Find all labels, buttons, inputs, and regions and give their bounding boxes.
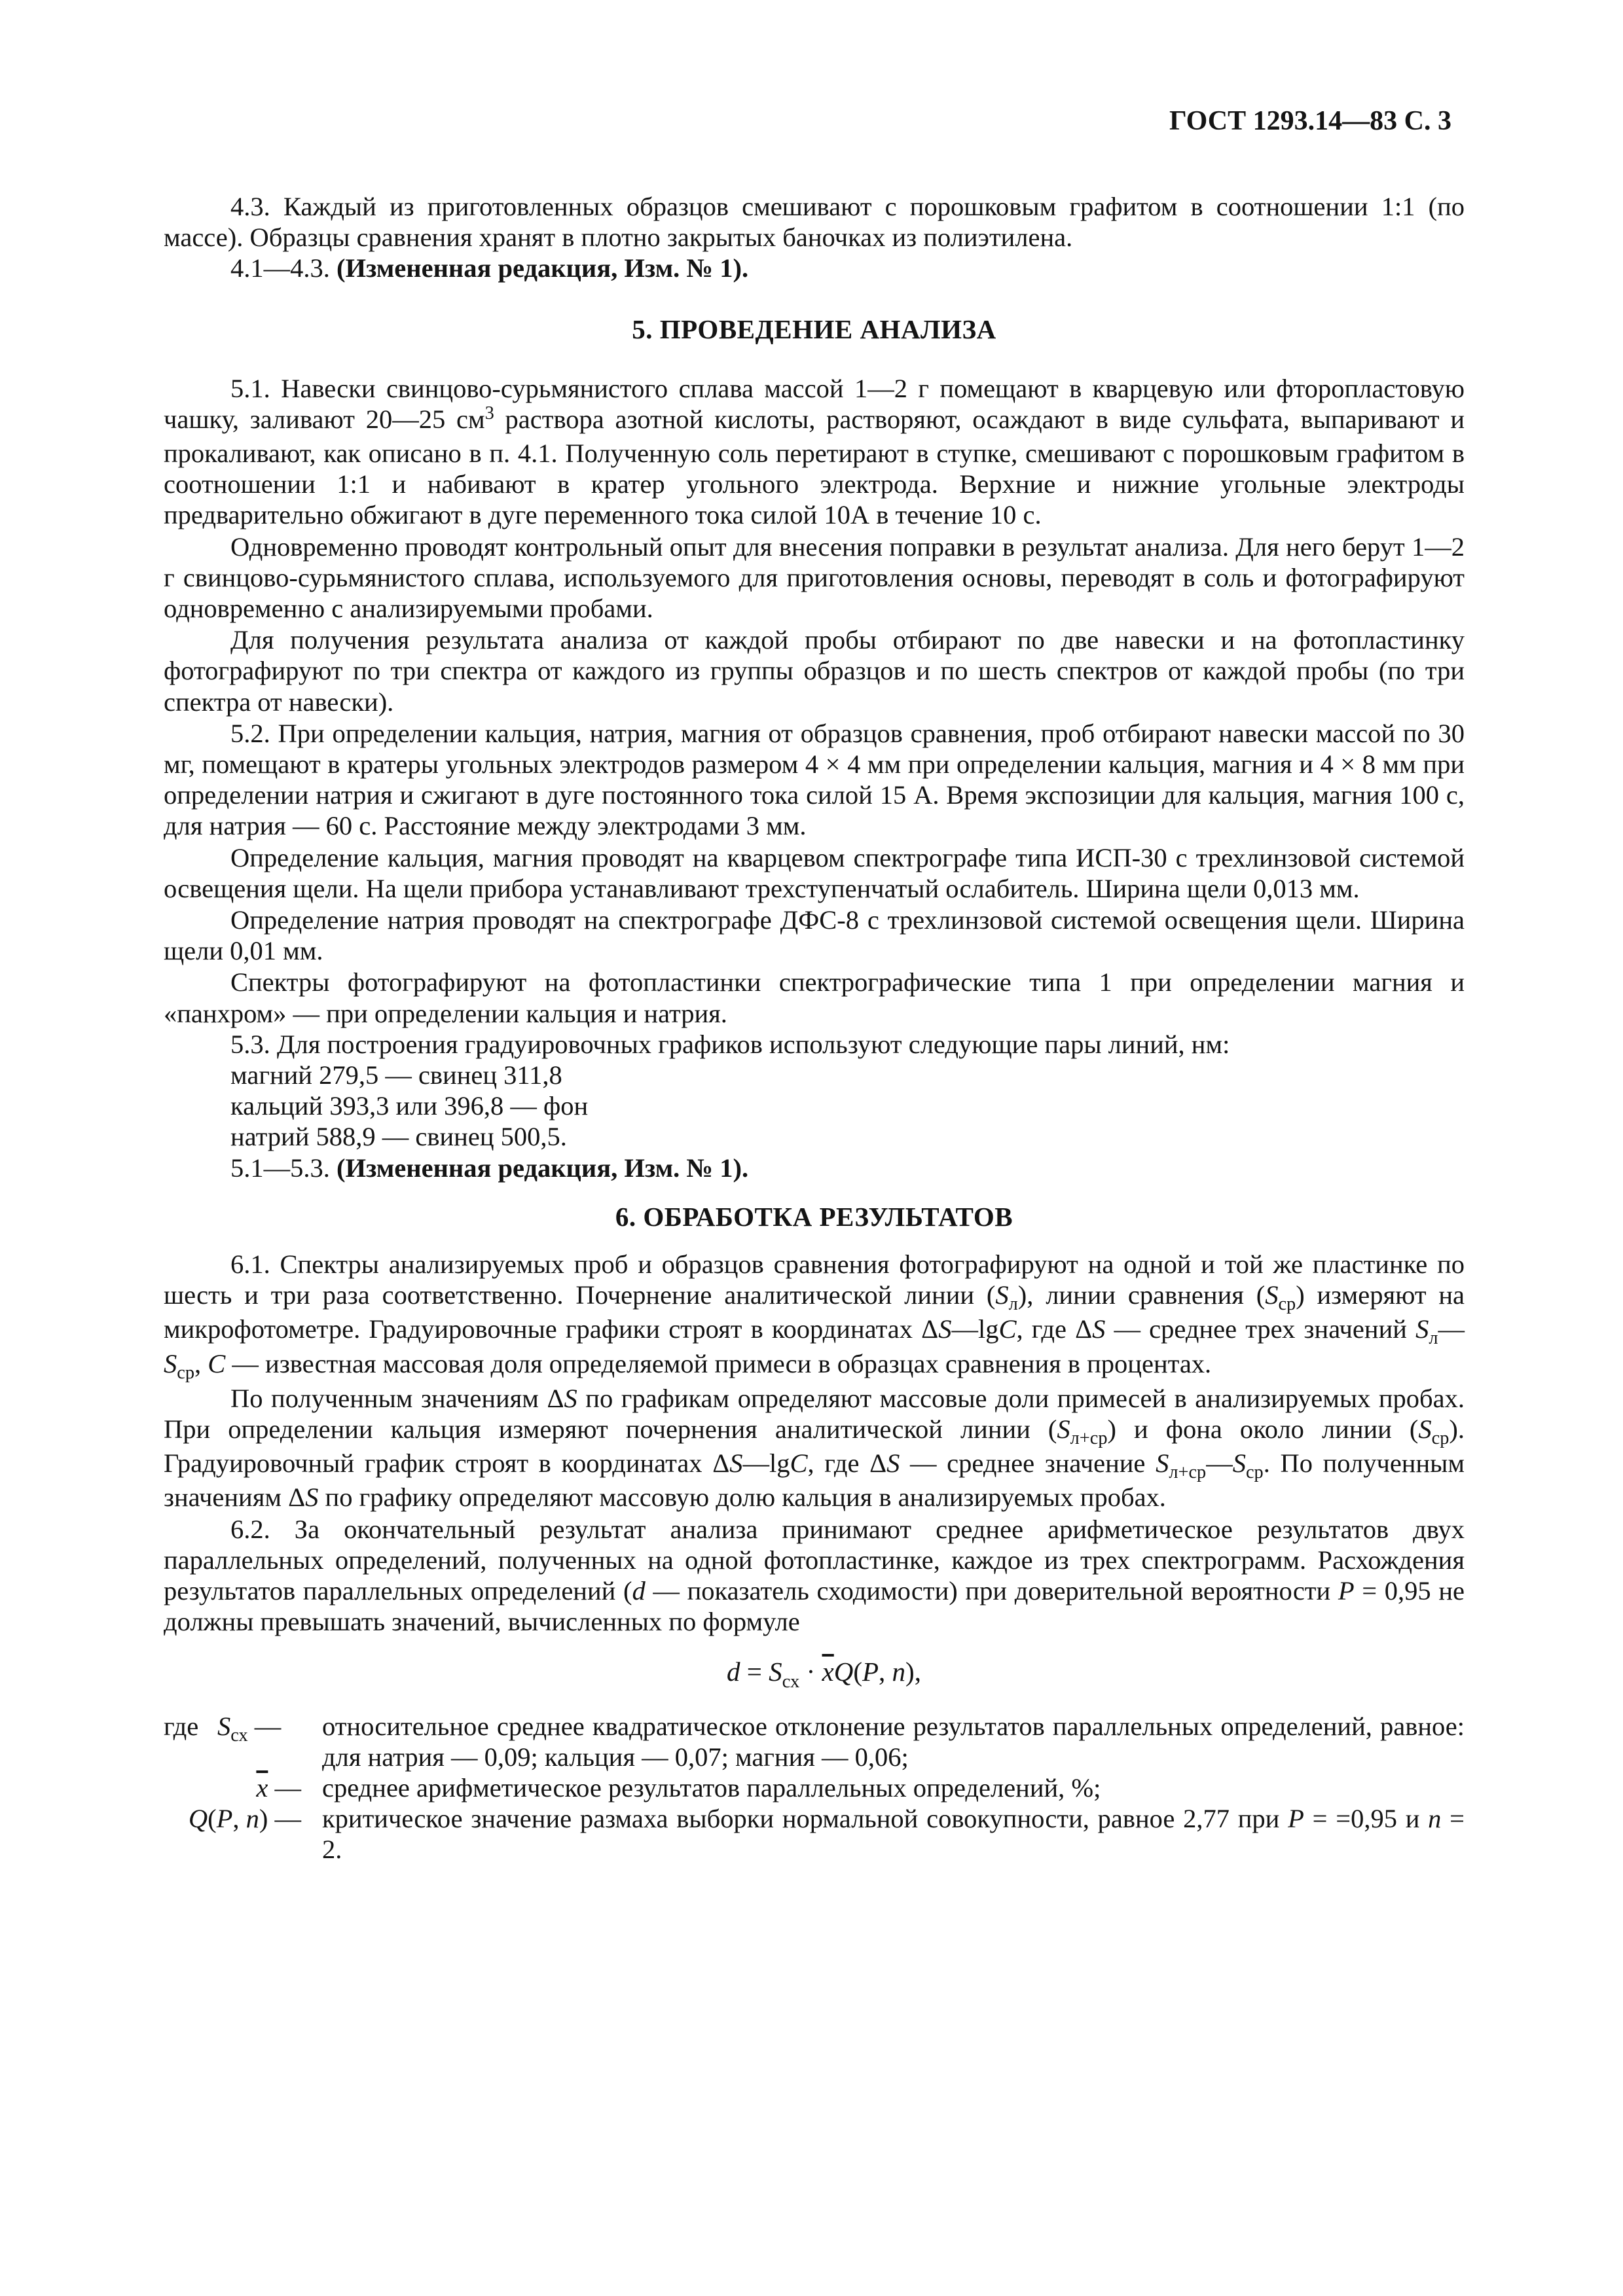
line-pair-calcium: кальций 393,3 или 396,8 — фон <box>230 1091 589 1121</box>
subscript-l: л <box>1429 1328 1438 1349</box>
page-header: ГОСТ 1293.14—83 С. 3 <box>1169 106 1451 136</box>
symbol-s: S <box>1232 1448 1246 1479</box>
def-q-text-a: критическое значение размаха выборки нормальной совокупности, равное 2,77 при <box>322 1804 1288 1834</box>
definition-term-x-bar <box>164 1772 301 1803</box>
term-q: Q <box>188 1804 208 1834</box>
symbol-s: S <box>1418 1414 1432 1444</box>
definition-text-q <box>301 1803 1465 1865</box>
symbol-s: S <box>1415 1314 1429 1344</box>
term-dash: — <box>268 1772 301 1803</box>
symbol-p: P <box>1338 1575 1355 1605</box>
def-q-n: n <box>1428 1804 1442 1834</box>
pg-text-e: —lg <box>742 1448 790 1479</box>
symbol-s: S <box>729 1448 743 1479</box>
p61-text-g: , <box>194 1348 208 1378</box>
section-5-title: 5. ПРОВЕДЕНИЕ АНАЛИЗА <box>632 314 996 344</box>
subscript-lsr: л+ср <box>1169 1462 1207 1483</box>
formula-paren-close: ), <box>905 1657 921 1687</box>
pg-text-b: по графикам определяют массовые доли примесей в анализируемых пробах. При определении кальция измеряют почернения аналитической линии ( <box>164 1383 1465 1444</box>
formula-n: n <box>892 1657 906 1687</box>
symbol-s: S <box>305 1482 319 1513</box>
superscript-3: 3 <box>484 403 494 423</box>
paragraph-ca-mg: Определение кальция, магния проводят на кварцевом спектрографе типа ИСП-30 с трехлинзовой системой освещения щели. На щели прибора устанавливают трехступенчатый ослабитель. Ширина щели 0,013 мм. <box>164 842 1465 903</box>
term-paren-close: ) — <box>259 1804 301 1834</box>
amendment-note-5-range: 5.1—5.3. <box>230 1153 337 1183</box>
paragraph-spectra: Спектры фотографируют на фотопластинки спектрографические типа 1 при определении магния и «панхром» — при определении кальция и натрия. <box>164 967 1465 1028</box>
amendment-note-4-bold: (Измененная редакция, Изм. № 1). <box>337 253 749 283</box>
pg-text-i: по графику определяют массовую долю кальция в анализируемых пробах. <box>318 1482 1166 1513</box>
p62-text-a: 6.2. За окончательный результат анализа принимают среднее арифметическое результатов двух параллельных определений, полученных на одной фотопластинке, каждое из трех спектрограмм. Расхождения результатов параллельных определений ( <box>164 1514 1465 1605</box>
term-subscript-sx: сх <box>230 1725 248 1746</box>
symbol-d: d <box>632 1575 646 1605</box>
subscript-sr: ср <box>1278 1294 1296 1315</box>
symbol-s: S <box>1156 1448 1169 1479</box>
line-pairs-list <box>164 1060 1465 1153</box>
pg-text-a: По полученным значениям Δ <box>230 1383 564 1413</box>
formula-s: S <box>769 1657 782 1687</box>
paragraph-analysis-result: Для получения результата анализа от каждой пробы отбирают по две навески и на фотопластинку фотографируют по три спектра от каждого из группы образцов и по шесть спектров от каждой пробы (по три спектра от навески). <box>164 625 1465 717</box>
term-x-bar: $\overline{x}$ <box>256 1772 268 1803</box>
symbol-s: S <box>164 1348 177 1378</box>
pg-text-d: ). Градуировочный график строят в координатах Δ <box>164 1414 1465 1479</box>
pg-text-f: , где Δ <box>807 1448 887 1479</box>
pg-text-c: ) и фона около линии ( <box>1107 1414 1419 1444</box>
paragraph-control-test: Одновременно проводят контрольный опыт для внесения поправки в результат анализа. Для него берут 1—2 г свинцово-сурьмянистого сплава, используемого для приготовления основы, переводят в соль и фотографируют одновременно с анализируемыми пробами. <box>164 531 1465 624</box>
def-q-text-c: = 2. <box>322 1804 1465 1865</box>
pg-text-h: . По полученным значениям Δ <box>164 1448 1465 1513</box>
subscript-l: л <box>1008 1294 1018 1315</box>
formula-dot: · <box>799 1657 822 1687</box>
paragraph-calibration <box>164 1383 1465 1513</box>
symbol-c: C <box>790 1448 808 1479</box>
formula-x-bar: $\overline{x}$ <box>822 1657 834 1687</box>
amendment-note-4-range: 4.1—4.3. <box>230 253 337 283</box>
p61-text-a: 6.1. Спектры анализируемых проб и образцов сравнения фотографируют на одной и той же пластинке по шесть и три раза соответственно. Почернение аналитической линии ( <box>164 1249 1465 1310</box>
symbol-s: S <box>995 1280 1009 1310</box>
p61-text-e: , где Δ <box>1016 1314 1093 1344</box>
paragraph-6-1 <box>164 1249 1465 1382</box>
symbol-c: C <box>998 1314 1017 1344</box>
paragraph-6-2 <box>164 1514 1465 1638</box>
pg-text-g: — среднее значение <box>900 1448 1156 1479</box>
paragraph-5-1-text-a: 5.1. Навески свинцово-сурьмянистого сплава массой 1—2 г помещают в кварцевую или фторопластовую чашку, заливают 20—25 см <box>164 373 1465 434</box>
line-pair-magnesium: магний 279,5 — свинец 311,8 <box>230 1060 562 1090</box>
subscript-sr: ср <box>1245 1462 1264 1483</box>
where-label: где <box>164 1711 199 1741</box>
symbol-s: S <box>564 1383 577 1413</box>
subscript-lsr: л+ср <box>1070 1427 1108 1448</box>
formula-d: d <box>727 1657 740 1687</box>
paragraph-5-2: 5.2. При определении кальция, натрия, магния от образцов сравнения, проб отбирают навески массой по 30 мг, помещают в кратеры угольных электродов размером 4 × 4 мм при определении кальция, магния и 4 × 8 мм при определении натрия и сжигают в дуге постоянного тока силой 15 А. Время экспозиции для кальция, магния 100 с, для натрия — 60 с. Расстояние между электродами 3 мм. <box>164 718 1465 841</box>
subscript-sr: ср <box>1431 1427 1450 1448</box>
paragraph-4-3-text: 4.3. Каждый из приготовленных образцов смешивают с порошковым графитом в соотношении 1:1 (по массе). Образцы сравнения хранят в плотно закрытых баночках из полиэтилена. <box>164 192 1465 253</box>
paragraph-5-1-text-b: раствора азотной кислоты, растворяют, осаждают в виде сульфата, выпаривают и прокаливают, как описано в п. 4.1. Полученную соль перетирают в ступке, смешивают с порошковым графитом в соотношении 1:1 и набивают в кратер угольного электрода. Верхние и нижние угольные электроды предварительно обжигают в дуге переменного тока силой 10А в течение 10 с. <box>164 404 1465 530</box>
p61-text-b: ), линии сравнения ( <box>1017 1280 1266 1310</box>
p61-text-f: — среднее трех значений <box>1105 1314 1416 1344</box>
term-comma: , <box>232 1804 246 1834</box>
symbol-s: S <box>886 1448 900 1479</box>
amendment-note-5-bold: (Измененная редакция, Изм. № 1). <box>337 1153 749 1183</box>
section-6-title: 6. ОБРАБОТКА РЕЗУЛЬТАТОВ <box>615 1201 1013 1232</box>
amendment-note-4 <box>164 253 1465 283</box>
term-n: n <box>246 1804 259 1834</box>
formula-comma: , <box>879 1657 892 1687</box>
document-body <box>164 191 1465 1865</box>
term-p: P <box>216 1804 233 1834</box>
amendment-note-5 <box>164 1153 1465 1183</box>
subscript-sr: ср <box>177 1362 195 1383</box>
p61-text-h: — известная массовая доля определяемой примеси в образцах сравнения в процентах. <box>225 1348 1212 1378</box>
formula <box>164 1657 1465 1691</box>
p62-text-c: = 0,95 не должны превышать значений, вычисленных по формуле <box>164 1575 1465 1637</box>
dash: — <box>1438 1314 1465 1344</box>
line-pair-sodium: натрий 588,9 — свинец 500,5. <box>230 1122 567 1152</box>
def-q-text-b: = =0,95 и <box>1304 1804 1429 1834</box>
paragraph-5-1 <box>164 373 1465 531</box>
symbol-s: S <box>1057 1414 1070 1444</box>
term-s: S <box>217 1711 231 1741</box>
symbol-s: S <box>1092 1314 1106 1344</box>
term-dash: — <box>247 1711 282 1741</box>
symbol-s: S <box>1265 1280 1279 1310</box>
formula-eq: = <box>740 1657 769 1687</box>
symbol-c: C <box>208 1348 226 1378</box>
definition-q <box>164 1803 1465 1865</box>
def-q-p: P <box>1288 1804 1304 1834</box>
paragraph-4-3 <box>164 191 1465 253</box>
p61-text-d: —lg <box>951 1314 999 1344</box>
formula-subscript-sx: сх <box>782 1670 800 1692</box>
paragraph-na: Определение натрия проводят на спектрографе ДФС-8 с трехлинзовой системой освещения щели. Ширина щели 0,01 мм. <box>164 905 1465 966</box>
formula-q: Q <box>833 1657 854 1687</box>
symbol-s: S <box>938 1314 952 1344</box>
definition-text-s-sx: относительное среднее квадратическое отклонение результатов параллельных определений, равное: для натрия — 0,09; кальция — 0,07; магния — 0,06; <box>322 1711 1465 1772</box>
formula-paren-open: ( <box>853 1657 862 1687</box>
definitions <box>164 1711 1465 1865</box>
term-paren-open: ( <box>208 1804 217 1834</box>
definition-x-bar <box>164 1772 1465 1803</box>
formula-p: P <box>862 1657 879 1687</box>
p61-text-c: ) измеряют на микрофотометре. Градуировочные графики строят в координатах Δ <box>164 1280 1465 1344</box>
dash: — <box>1206 1448 1233 1479</box>
paragraph-5-3: 5.3. Для построения градуировочных графиков используют следующие пары линий, нм: <box>230 1029 1230 1059</box>
definition-term-q <box>164 1803 301 1834</box>
definition-term-s-sx <box>164 1711 301 1745</box>
p62-text-b: — показатель сходимости) при доверительной вероятности <box>645 1575 1338 1605</box>
definition-s-sx <box>164 1711 1465 1772</box>
definition-text-x-bar: среднее арифметическое результатов параллельных определений, %; <box>322 1772 1101 1803</box>
